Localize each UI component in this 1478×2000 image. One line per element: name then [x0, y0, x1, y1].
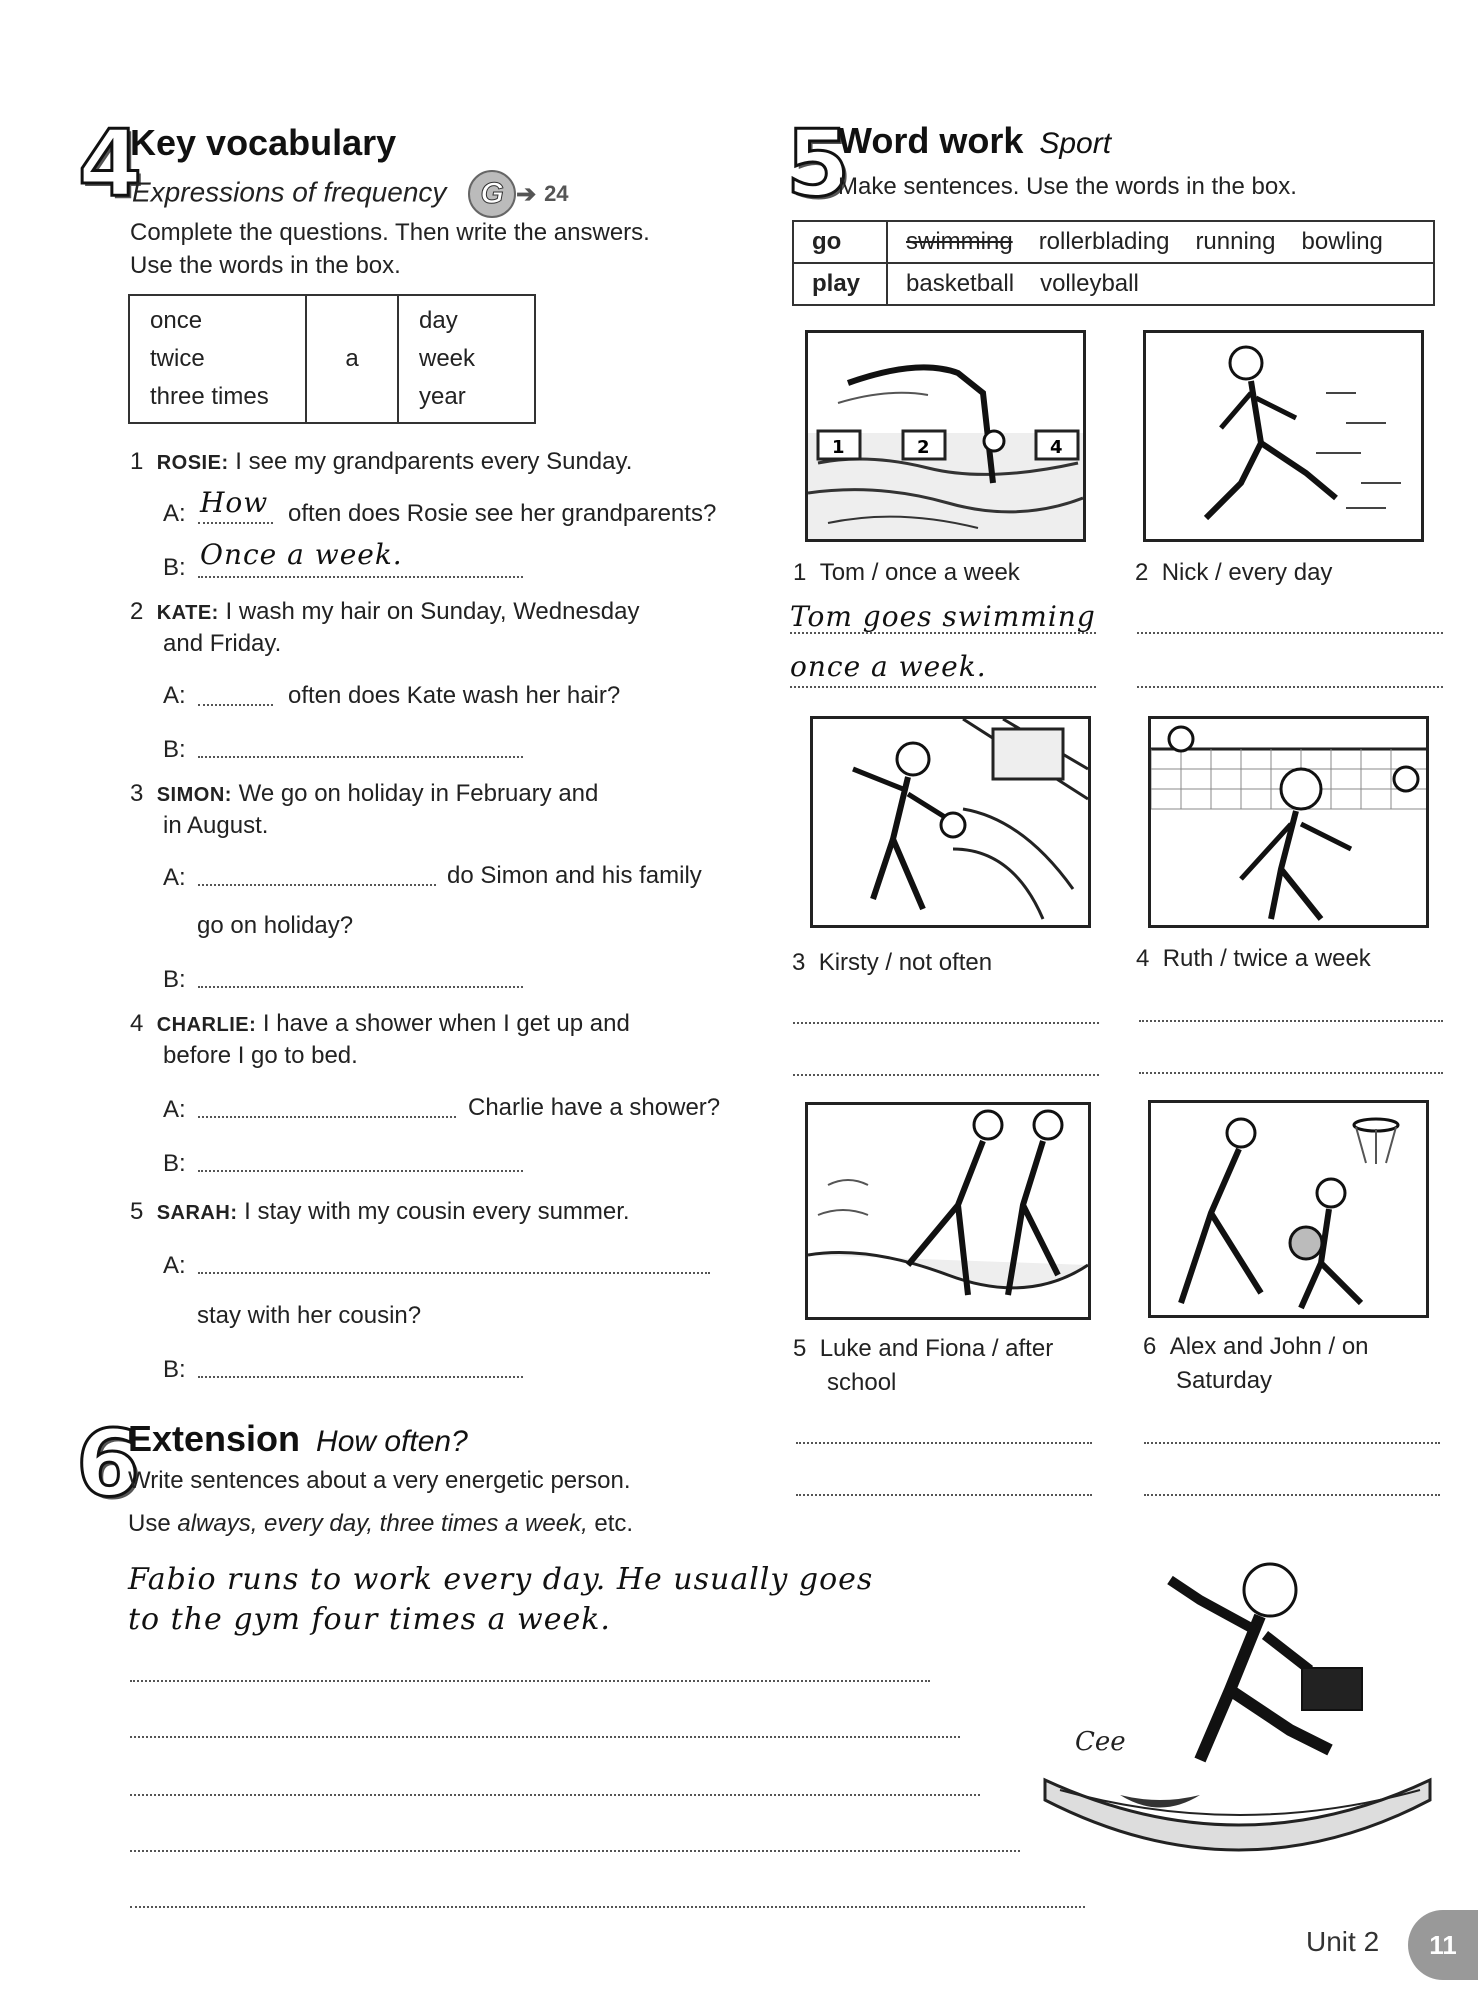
answer-label-b: B:: [163, 554, 186, 581]
answer-label-a: A:: [163, 864, 186, 891]
running-businessman-illustration: [1030, 1540, 1450, 1880]
answer-line[interactable]: [1144, 1494, 1440, 1496]
item-statement: I stay with my cousin every summer.: [244, 1198, 630, 1225]
answer-label-a: A:: [163, 1252, 186, 1279]
table-row: [793, 221, 1434, 263]
section-subtitle: [132, 170, 569, 218]
caption-text: Kirsty / not often: [818, 949, 993, 976]
page-number: 11: [1408, 1910, 1478, 1980]
lane-number: 2: [917, 437, 930, 458]
section6-instructions: [128, 1464, 633, 1540]
answer-line[interactable]: [1137, 686, 1443, 688]
title-text: Extension: [128, 1418, 301, 1459]
answer-line[interactable]: [198, 1170, 523, 1172]
answer-line[interactable]: [198, 986, 523, 988]
section-title-extension: [128, 1418, 468, 1460]
section-number-4: 4: [78, 110, 143, 217]
businessman-drawing: [1030, 1540, 1450, 1880]
caption-number: 4: [1136, 945, 1150, 972]
rollerblading-illustration: [808, 1105, 1088, 1317]
section-title-key-vocabulary: Key vocabulary: [130, 122, 397, 163]
subtitle-text: Expressions of frequency: [132, 176, 447, 208]
item-speaker: CHARLIE:: [156, 1014, 257, 1036]
verb-cell: play: [793, 263, 887, 305]
title-emphasis: Sport: [1039, 127, 1112, 160]
picture-basketball: [1148, 1100, 1429, 1318]
verb-cell: go: [793, 221, 887, 263]
item-number: 3: [130, 780, 144, 807]
answer-line[interactable]: [198, 576, 523, 578]
answer-line[interactable]: [793, 1074, 1099, 1076]
frequency-word-box: [128, 294, 536, 424]
answer-line[interactable]: [1139, 1020, 1443, 1022]
writing-line[interactable]: [130, 1736, 960, 1738]
answer-line[interactable]: [198, 704, 273, 706]
writing-line[interactable]: [130, 1680, 930, 1682]
instructions-text: etc.: [587, 1510, 634, 1537]
answer-line[interactable]: [198, 1272, 710, 1274]
caption-number: 6: [1143, 1333, 1157, 1360]
exercise-item: [130, 1196, 630, 1229]
section-number-5: 5: [786, 110, 851, 217]
lane-number: 4: [1050, 437, 1063, 458]
box-word: twice: [150, 345, 205, 372]
volleyball-illustration: [1151, 719, 1426, 925]
caption-number: 5: [793, 1335, 807, 1362]
section-number-6: 6: [76, 1410, 141, 1517]
box-word: three times: [150, 383, 269, 410]
item-number: 5: [130, 1198, 144, 1225]
item-speaker: SIMON:: [156, 784, 232, 806]
bowling-illustration: [813, 719, 1088, 925]
answer-label-a: A:: [163, 1096, 186, 1123]
box-word: once: [150, 307, 203, 334]
box-column-period: [398, 295, 535, 423]
picture-caption: [793, 1332, 1053, 1365]
words-cell: [887, 221, 1434, 263]
box-word: running: [1195, 228, 1276, 255]
answer-line[interactable]: [1139, 1072, 1443, 1074]
caption-number: 2: [1135, 559, 1149, 586]
artist-signature: Cee: [1075, 1727, 1126, 1757]
item-number: 1: [130, 448, 144, 475]
picture-caption: [1136, 942, 1371, 975]
writing-line[interactable]: [130, 1906, 1085, 1908]
box-word: bowling: [1301, 228, 1383, 255]
question-text: stay with her cousin?: [197, 1302, 422, 1329]
caption-number: 3: [792, 949, 806, 976]
sport-word-box: [792, 220, 1435, 306]
answer-line[interactable]: [1144, 1442, 1440, 1444]
section4-instructions: [130, 216, 650, 282]
caption-text: Ruth / twice a week: [1162, 945, 1371, 972]
caption-text: Alex and John / on: [1169, 1333, 1369, 1360]
box-word: day: [419, 307, 458, 334]
question-text: often does Rosie see her grandparents?: [288, 500, 717, 527]
answer-line[interactable]: [793, 1022, 1099, 1024]
box-column-article: [306, 295, 398, 423]
title-text: Word work: [838, 120, 1024, 161]
handwritten-answer: once a week.: [790, 650, 987, 683]
answer-label-b: B:: [163, 1150, 186, 1177]
table-row: [793, 263, 1434, 305]
box-column-frequency: [129, 295, 306, 423]
item-statement: I wash my hair on Sunday, Wednesday: [225, 598, 640, 625]
box-word: rollerblading: [1038, 228, 1170, 255]
handwritten-answer: How: [200, 486, 269, 519]
item-statement: We go on holiday in February and: [238, 780, 599, 807]
question-text: Charlie have a shower?: [468, 1094, 721, 1121]
instructions-text: Use: [128, 1510, 178, 1537]
instructions-line: Use the words in the box.: [130, 252, 401, 279]
item-speaker: SARAH:: [156, 1202, 238, 1224]
item-statement: and Friday.: [163, 630, 282, 657]
box-word: a: [345, 345, 359, 372]
answer-line[interactable]: [790, 632, 1096, 634]
picture-caption: [792, 946, 992, 979]
exercise-item: [130, 446, 632, 479]
box-word: volleyball: [1040, 270, 1139, 297]
item-speaker: KATE:: [156, 602, 219, 624]
answer-line[interactable]: [790, 686, 1096, 688]
instructions-emphasis: always, every day, three times a week,: [177, 1510, 588, 1537]
answer-label-a: A:: [163, 682, 186, 709]
answer-line[interactable]: [796, 1494, 1092, 1496]
writing-line[interactable]: [130, 1850, 1020, 1852]
picture-rollerblading: [805, 1102, 1091, 1320]
item-statement: I have a shower when I get up and: [262, 1010, 630, 1037]
section-title-word-work: [838, 120, 1111, 162]
answer-label-b: B:: [163, 966, 186, 993]
arrow-icon: ➔: [516, 180, 537, 208]
running-illustration: [1146, 333, 1421, 539]
words-cell: [887, 263, 1434, 305]
diving-illustration: [808, 333, 1083, 539]
item-number: 2: [130, 598, 144, 625]
picture-caption: [1135, 556, 1332, 589]
instructions-line: Write sentences about a very energetic person.: [128, 1467, 631, 1494]
answer-line[interactable]: [198, 756, 523, 758]
item-number: 4: [130, 1010, 144, 1037]
writing-line[interactable]: [130, 1794, 980, 1796]
answer-line[interactable]: [198, 1376, 523, 1378]
grammar-reference-page: 24: [544, 181, 569, 206]
example-line: to the gym four times a week.: [128, 1602, 611, 1637]
question-text: do Simon and his family: [447, 862, 702, 889]
box-word: week: [419, 345, 476, 372]
answer-label-b: B:: [163, 1356, 186, 1383]
lane-number: 1: [832, 437, 845, 458]
question-text: often does Kate wash her hair?: [288, 682, 621, 709]
caption-text: Tom / once a week: [819, 559, 1020, 586]
answer-label-a: A:: [163, 500, 186, 527]
item-speaker: ROSIE:: [156, 452, 229, 474]
picture-volleyball: [1148, 716, 1429, 928]
caption-number: 1: [793, 559, 807, 586]
handwritten-answer: Once a week.: [200, 538, 403, 571]
answer-line[interactable]: [198, 1116, 456, 1118]
exercise-item: [130, 1008, 630, 1041]
item-statement: I see my grandparents every Sunday.: [235, 448, 633, 475]
basketball-illustration: [1151, 1103, 1426, 1315]
caption-text: Nick / every day: [1161, 559, 1333, 586]
exercise-item: [130, 596, 640, 629]
box-word: basketball: [906, 270, 1015, 297]
grammar-reference-icon: G: [468, 170, 516, 218]
title-emphasis: How often?: [316, 1425, 468, 1458]
answer-line[interactable]: [198, 884, 436, 886]
caption-text: Luke and Fiona / after: [819, 1335, 1054, 1362]
question-text: go on holiday?: [197, 912, 354, 939]
exercise-item: [130, 778, 598, 811]
caption-text: school: [827, 1369, 897, 1396]
caption-text: Saturday: [1176, 1367, 1273, 1394]
answer-line[interactable]: [1137, 632, 1443, 634]
handwritten-answer: Tom goes swimming: [790, 600, 1096, 633]
example-line: Fabio runs to work every day. He usually goes: [128, 1562, 874, 1597]
instructions-line: Complete the questions. Then write the answers.: [130, 219, 650, 246]
instructions-line: [128, 1507, 633, 1540]
picture-bowling: [810, 716, 1091, 928]
picture-running: [1143, 330, 1424, 542]
section5-instructions: Make sentences. Use the words in the box.: [838, 173, 1297, 200]
box-word-crossed: swimming: [906, 228, 1013, 255]
picture-caption: [793, 556, 1020, 589]
handwritten-example: [128, 1560, 873, 1640]
item-statement: in August.: [163, 812, 269, 839]
picture-caption: [1143, 1330, 1369, 1363]
answer-line[interactable]: [796, 1442, 1092, 1444]
answer-line[interactable]: [198, 522, 273, 524]
unit-label: Unit 2: [1306, 1926, 1380, 1957]
box-word: year: [419, 383, 466, 410]
answer-label-b: B:: [163, 736, 186, 763]
picture-swimming: [805, 330, 1086, 542]
item-statement: before I go to bed.: [163, 1042, 358, 1069]
